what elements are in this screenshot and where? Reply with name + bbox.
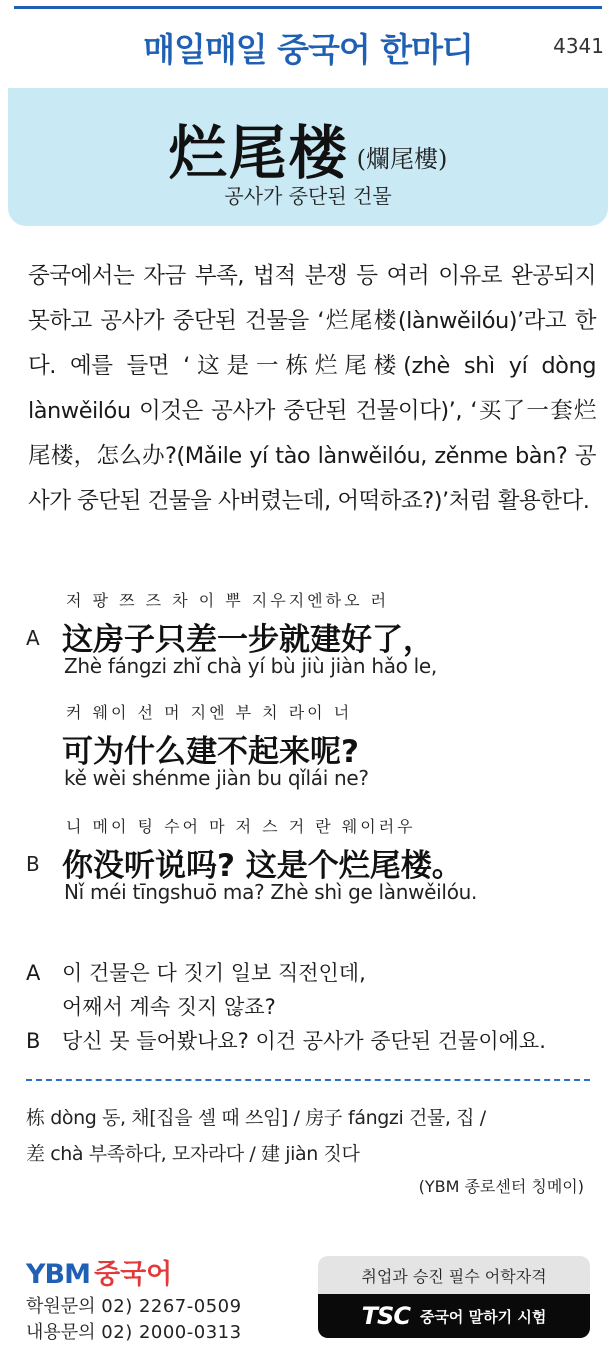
issue-number: 4341 (553, 34, 604, 58)
korean-reading: 니 메이 팅 수어 마 저 스 거 란 웨이러우 (66, 817, 416, 836)
pinyin-line: Nǐ méi tīngshuō ma? Zhè shì ge lànwěilóu. (64, 880, 478, 904)
pinyin-line: kě wèi shénme jiàn bu qǐlái ne? (64, 766, 369, 790)
korean-reading: 저 팡 쯔 즈 차 이 뿌 지우지엔하오 러 (66, 591, 390, 610)
translation-text: 당신 못 들어봤나요? 이건 공사가 중단된 건물이에요. (62, 1029, 546, 1053)
speaker-label: A (26, 961, 41, 985)
korean-translation (26, 956, 596, 1058)
headword (8, 106, 608, 190)
section-divider (26, 1079, 590, 1081)
vocabulary-line-2: 差 chà 부족하다, 모자라다 / 建 jiàn 짓다 (26, 1143, 360, 1165)
korean-reading: 커 웨이 선 머 지엔 부 치 라이 너 (66, 703, 353, 722)
headword-traditional: (爛尾樓) (356, 145, 448, 173)
chinese-sentence: 你没听说吗? 这是个烂尾楼。 (62, 848, 463, 884)
dialogue-line-1 (0, 588, 616, 688)
top-rule (14, 6, 602, 9)
vocabulary-notes (26, 1100, 596, 1172)
contact-number: 02) 2267-0509 (101, 1296, 242, 1317)
pinyin-line: Zhè fángzi zhǐ chà yí bù jiù jiàn hǎo le, (64, 654, 437, 678)
translation-row (26, 1024, 596, 1058)
contact-number: 02) 2000-0313 (101, 1322, 242, 1343)
translation-text: 어째서 계속 짓지 않죠? (62, 995, 276, 1019)
headword-box (8, 88, 608, 226)
dialogue-line-2 (0, 700, 616, 800)
translation-row (26, 956, 596, 990)
contact-label: 내용문의 (26, 1322, 96, 1343)
logo-text-en: YBM (26, 1259, 90, 1290)
page-header (0, 18, 616, 76)
translation-text: 이 건물은 다 짓기 일보 직전인데, (62, 961, 366, 985)
speaker-label: A (26, 626, 40, 650)
tsc-ad-banner (318, 1256, 590, 1338)
translation-row (26, 990, 596, 1024)
tsc-logo: TSC (361, 1302, 410, 1330)
contact-academy (26, 1292, 242, 1318)
logo-text-ko: 중국어 (94, 1259, 173, 1290)
chinese-sentence: 这房子只差一步就建好了， (62, 622, 434, 658)
explanation-paragraph: 중국에서는 자금 부족, 법적 분쟁 등 여러 이유로 완공되지 못하고 공사가 중단된 건물을 ‘烂尾楼(lànwěilóu)’라고 한다. 예를 들면 ‘这是一栋烂尾楼(zhè shì yí dòng lànwěilóu 이것은 공사가 중단된 건물이다)’, ‘买了一套烂尾楼，怎么办?(Mǎile yí tào lànwěilóu, zěnme bàn? 공사가 중단된 건물을 사버렸는데, 어떡하죠?)’처럼 활용한다. (28, 263, 596, 514)
author-credit: (YBM 종로센터 칭메이) (418, 1177, 584, 1196)
series-title: 매일매일 중국어 한마디 (143, 30, 473, 69)
ad-tagline: 취업과 승진 필수 어학자격 (361, 1267, 547, 1286)
contact-content (26, 1318, 242, 1344)
contact-label: 학원문의 (26, 1296, 96, 1317)
chinese-sentence: 可为什么建不起来呢? (62, 734, 359, 770)
headword-simplified: 烂尾楼 (168, 119, 349, 187)
speaker-label: B (26, 852, 40, 876)
speaker-label (26, 990, 62, 1024)
ad-subtitle: 중국어 말하기 시험 (419, 1307, 547, 1326)
speaker-label: B (26, 1029, 41, 1053)
dialogue-line-3 (0, 814, 616, 914)
headword-meaning: 공사가 중단된 건물 (224, 184, 392, 208)
ybm-logo (26, 1252, 172, 1291)
ad-logo-bar (318, 1294, 590, 1338)
vocabulary-line-1: 栋 dòng 동, 채[집을 셀 때 쓰임] / 房子 fángzi 건물, 집 / (26, 1107, 486, 1129)
